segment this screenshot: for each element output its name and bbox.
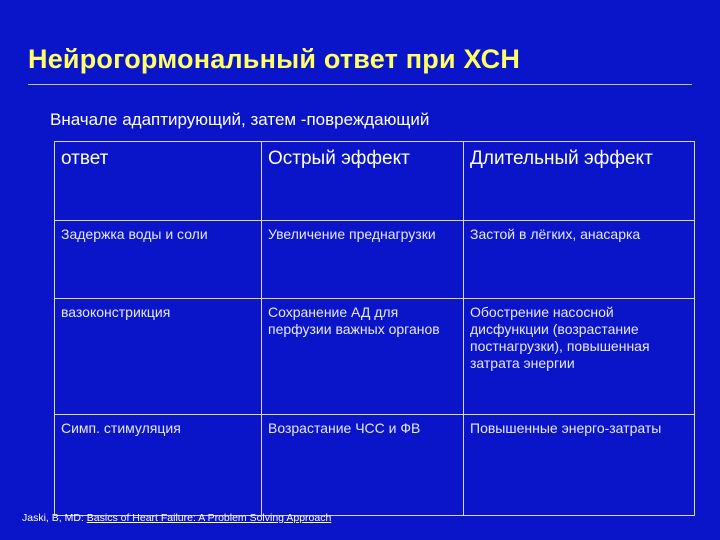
slide-title: Нейрогормональный ответ при ХСН xyxy=(28,44,521,74)
table-row xyxy=(55,299,695,415)
table-cell: Застой в лёгких, анасарка xyxy=(464,221,695,299)
table-cell: Сохранение АД для перфузии важных органов xyxy=(262,299,464,415)
table-cell: Симп. стимуляция xyxy=(55,415,262,516)
title-underline xyxy=(28,84,692,85)
table-cell: вазоконстрикция xyxy=(55,299,262,415)
header-cell-response: ответ xyxy=(55,142,262,221)
header-cell-long-term-effect: Длительный эффект xyxy=(464,142,695,221)
table-row xyxy=(55,221,695,299)
table-cell: Повышенные энерго-затраты xyxy=(464,415,695,516)
table-cell: Обострение насосной дисфункции (возрастание постнагрузки), повышенная затрата энергии xyxy=(464,299,695,415)
table-cell: Увеличение преднагрузки xyxy=(262,221,464,299)
table-cell: Задержка воды и соли xyxy=(55,221,262,299)
citation-author: Jaski, B, MD: xyxy=(22,512,87,524)
effects-table xyxy=(54,141,695,516)
table-cell: Возрастание ЧСС и ФВ xyxy=(262,415,464,516)
header-cell-acute-effect: Острый эффект xyxy=(262,142,464,221)
slide-subtitle: Вначале адаптирующий, затем -повреждающий xyxy=(50,110,430,129)
table-header-row xyxy=(55,142,695,221)
table-row xyxy=(55,415,695,516)
citation xyxy=(22,512,331,524)
citation-book-link[interactable]: Basics of Heart Failure: A Problem Solving Approach xyxy=(86,512,332,524)
